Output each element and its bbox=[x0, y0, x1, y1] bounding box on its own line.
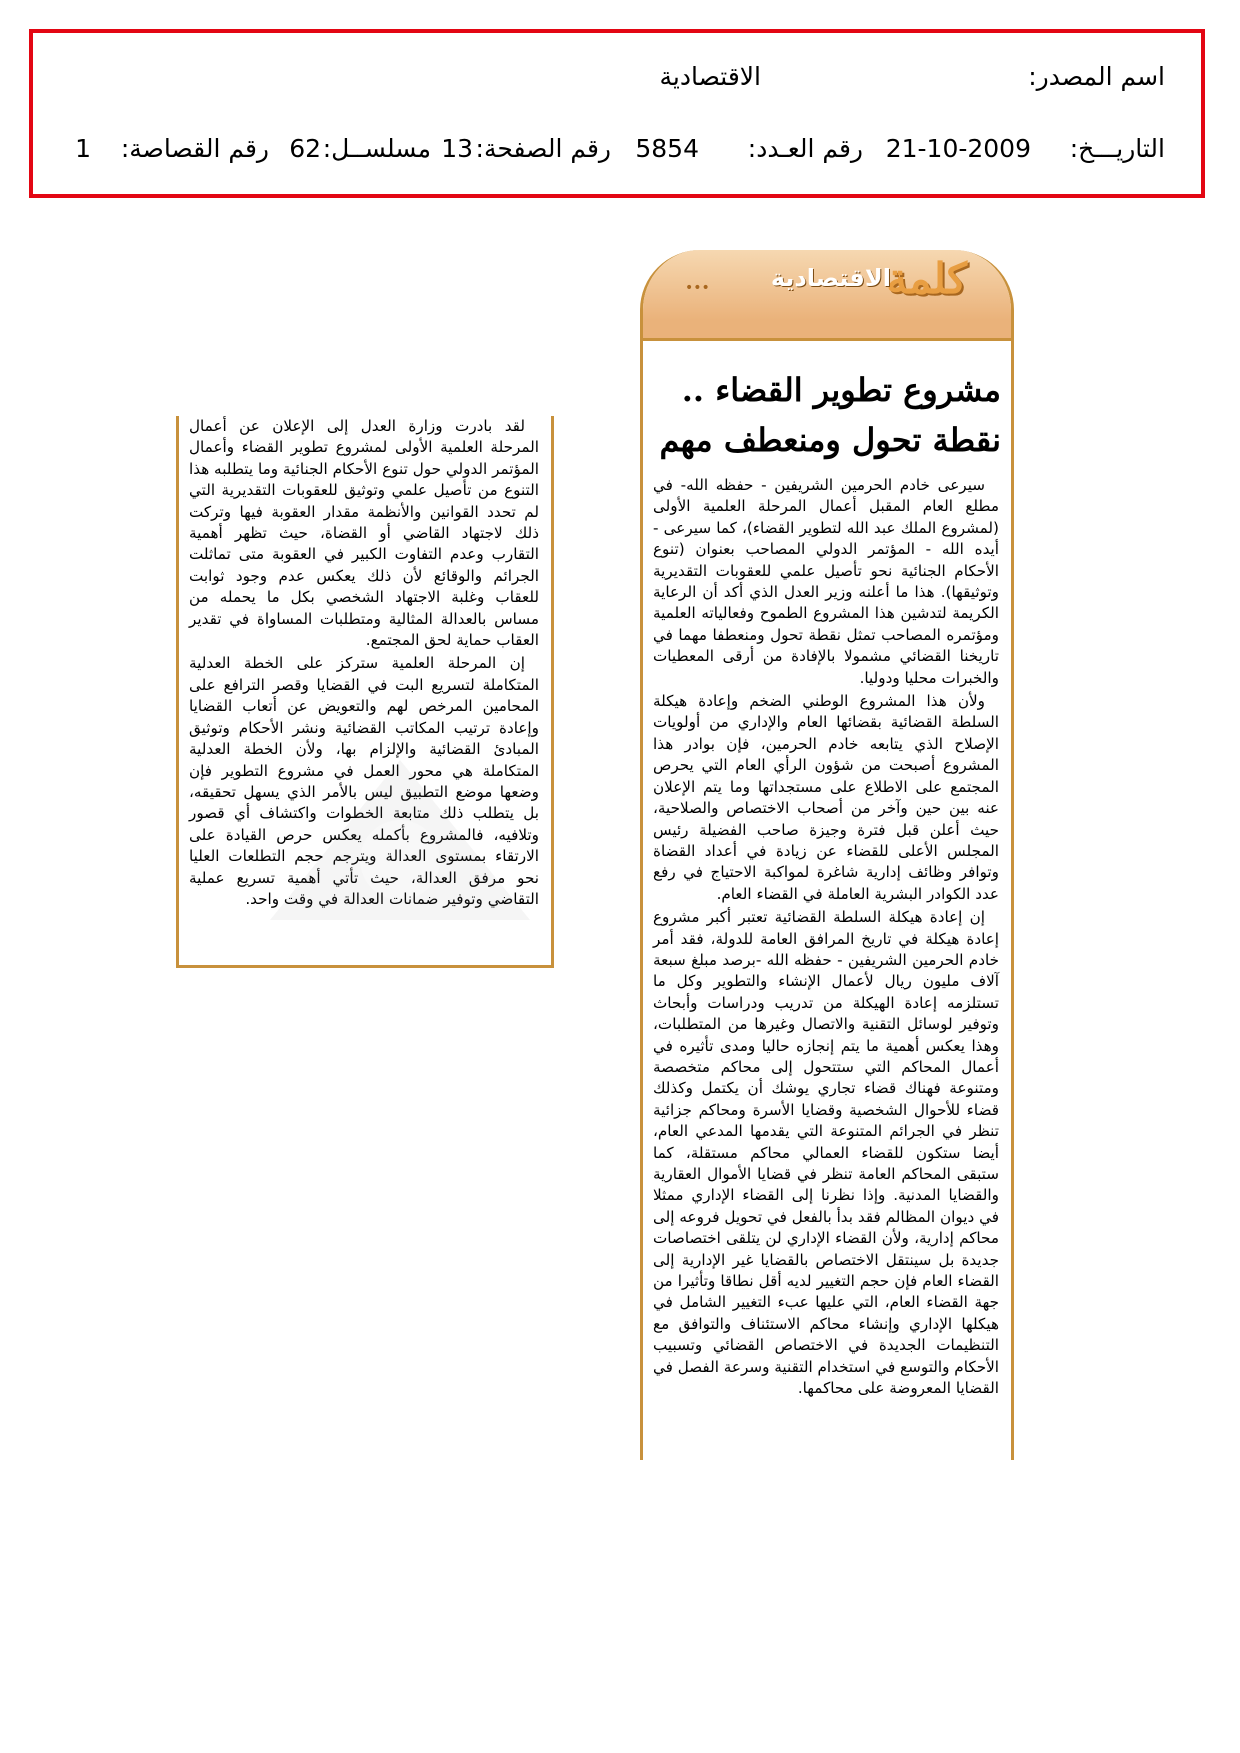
article-column-left bbox=[176, 416, 554, 968]
date-value: 21-10-2009 bbox=[885, 134, 1031, 163]
headline-line-1: مشروع تطوير القضاء .. bbox=[681, 371, 1001, 409]
paragraph: لقد بادرت وزارة العدل إلى الإعلان عن أعمال المرحلة العلمية الأولى لمشروع تطوير القضاء وأعمال المؤتمر الدولي حول تنوع الأحكام الجنائية وما يتطلبه هذا التنوع من تأصيل علمي وتوثيق للعقوبات التقديرية التي لم تحدد القوانين والأنظمة مقدار العقوبة فيها وتركت ذلك لاجتهاد القاضي أو القضاة، حيث تظهر أهمية التقارب وعدم التفاوت الكبير في العقوبة متى تماثلت الجرائم والوقائع لأن ذلك يعكس عدم وجود ثوابت للعقاب وغلبة الاجتهاد الشخصي بكل ما يحمله من مساس بالعدالة المثالية ومتطلبات المساواة في تقدير العقاب حماية لحق المجتمع. bbox=[189, 417, 539, 650]
clip-label: رقم القصاصة: bbox=[120, 134, 269, 163]
source-value: الاقتصادية bbox=[659, 62, 761, 91]
banner-main-text: كلمة bbox=[886, 254, 967, 303]
article-body-left bbox=[179, 416, 551, 910]
paragraph: ولأن هذا المشروع الوطني الضخم وإعادة هيكلة السلطة القضائية بقضائها العام والإداري من أولويات الإصلاح الذي يتابعه خادم الحرمين، فإن بوادر هذا المشروع أصبحت من شؤون الرأي العام التي يحرص المجتمع على الاطلاع على مستجداتها وما يتم الإعلان عنه بين حين وآخر من أصحاب الاختصاص والصلاحية، حيث أعلن قبل فترة وجيزة صاحب الفضيلة رئيس المجلس الأعلى للقضاء عن زيادة في أعداد القضاة وتوافر وظائف إدارية شاغرة لمواكبة الاحتياج في رفع عدد الكوادر البشرية العاملة في القضاء العام. bbox=[653, 692, 999, 903]
headline-line-2: نقطة تحول ومنعطف مهم bbox=[659, 421, 1001, 459]
article-body-right bbox=[643, 465, 1011, 1399]
issue-value: 5854 bbox=[635, 134, 699, 163]
metadata-row-source bbox=[33, 57, 1201, 97]
banner-sub-text: الاقتصادية bbox=[770, 264, 891, 292]
clip-value: 1 bbox=[75, 134, 91, 163]
date-label: التاريـــخ: bbox=[1069, 134, 1165, 163]
serial-label: مسلســل: bbox=[322, 134, 431, 163]
issue-label: رقم العـدد: bbox=[747, 134, 863, 163]
clipping-metadata-box bbox=[29, 29, 1205, 198]
banner-dots: ••• bbox=[685, 280, 710, 296]
article-column-right bbox=[640, 250, 1014, 1460]
page-label: رقم الصفحة: bbox=[475, 134, 611, 163]
paragraph: سيرعى خادم الحرمين الشريفين - حفظه الله- في مطلع العام المقبل أعمال المرحلة العلمية الأولى (لمشروع الملك عبد الله لتطوير القضاء)، كما سيرعى - أيده الله - المؤتمر الدولي المصاحب بعنوان (تنوع الأحكام الجنائية نحو تأصيل علمي للعقوبات التقديرية وتوثيقها). هذا ما أعلنه وزير العدل الذي أكد أن الرعاية الكريمة لتدشين هذا المشروع الطموح وفعالياته العلمية ومؤتمره المصاحب تمثل نقطة تحول ومنعطفا مهما في تاريخنا القضائي مشمولا بالإفادة من أرقى المعطيات والخبرات محليا ودوليا. bbox=[653, 476, 999, 687]
source-label: اسم المصدر: bbox=[1028, 62, 1165, 91]
paragraph: إن إعادة هيكلة السلطة القضائية تعتبر أكبر مشروع إعادة هيكلة في تاريخ المرافق العامة للدولة، فقد أمر خادم الحرمين الشريفين - حفظه الله -برصد مبلغ سبعة آلاف مليون ريال لأعمال الإنشاء والتطوير وكل ما تستلزمه إعادة الهيكلة من تدريب ودراسات وأبحاث وتوفير لوسائل التقنية والاتصال وغيرها من المتطلبات، وهذا يعكس أهمية ما يتم إنجازه حاليا ومدى تأثيره في أعمال المحاكم التي ستتحول إلى محاكم متخصصة ومتنوعة فهناك قضاء تجاري يوشك أن يكتمل وكذلك قضاء للأحوال الشخصية وقضايا الأسرة ومحاكم جزائية تنظر في الجرائم المتنوعة التي يقدمها المدعي العام، أيضا ستكون للقضاء العمالي محاكم مستقلة، كما ستبقى المحاكم العامة تنظر في قضايا الأموال العقارية والقضايا المدنية. وإذا نظرنا إلى القضاء الإداري ممثلا في ديوان المظالم فقد بدأ بالفعل في تحويل فروعه إلى محاكم إدارية، ولأن القضاء الإداري لن يتلقى اختصاصات جديدة بل سينتقل الاختصاص بالقضايا غير الإدارية إلى القضاء العام فإن حجم التغيير لديه أقل نطاقا وتأثيرا من جهة القضاء العام، التي عليها عبء التغيير الشامل في هيكلها الإداري وإنشاء محاكم الاستئناف والتوافق مع التنظيمات الجديدة في الاختصاص القضائي وتسبيب الأحكام والتوسع في استخدام التقنية وسرعة الفصل في القضايا المعروضة على محاكمها. bbox=[653, 908, 999, 1398]
paragraph: إن المرحلة العلمية ستركز على الخطة العدلية المتكاملة لتسريع البت في القضايا وقصر الترافع على المحامين المرخص لهم والتعويض عن أتعاب القضايا وإعادة ترتيب المكاتب القضائية ونشر الأحكام وتوثيق المبادئ القضائية والإلزام بها، ولأن الخطة العدلية المتكاملة هي محور العمل في مشروع التطوير فإن وضعها موضع التطبيق ليس بالأمر الذي يسهل تحقيقه، بل يتطلب ذلك متابعة الخطوات واكتشاف أي قصور وتلافيه، فالمشروع بأكمله يعكس حرص القيادة على الارتقاء بمستوى العدالة ويترجم حجم التطلعات العليا نحو مرفق العدالة، حيث تأتي أهمية تسريع عملية التقاضي وتوفير ضمانات العدالة في وقت واحد. bbox=[189, 654, 539, 908]
page-value: 13 bbox=[441, 134, 473, 163]
article-headline bbox=[643, 341, 1011, 465]
kalima-banner bbox=[643, 250, 1011, 341]
serial-value: 62 bbox=[289, 134, 321, 163]
metadata-row-details bbox=[33, 129, 1201, 169]
